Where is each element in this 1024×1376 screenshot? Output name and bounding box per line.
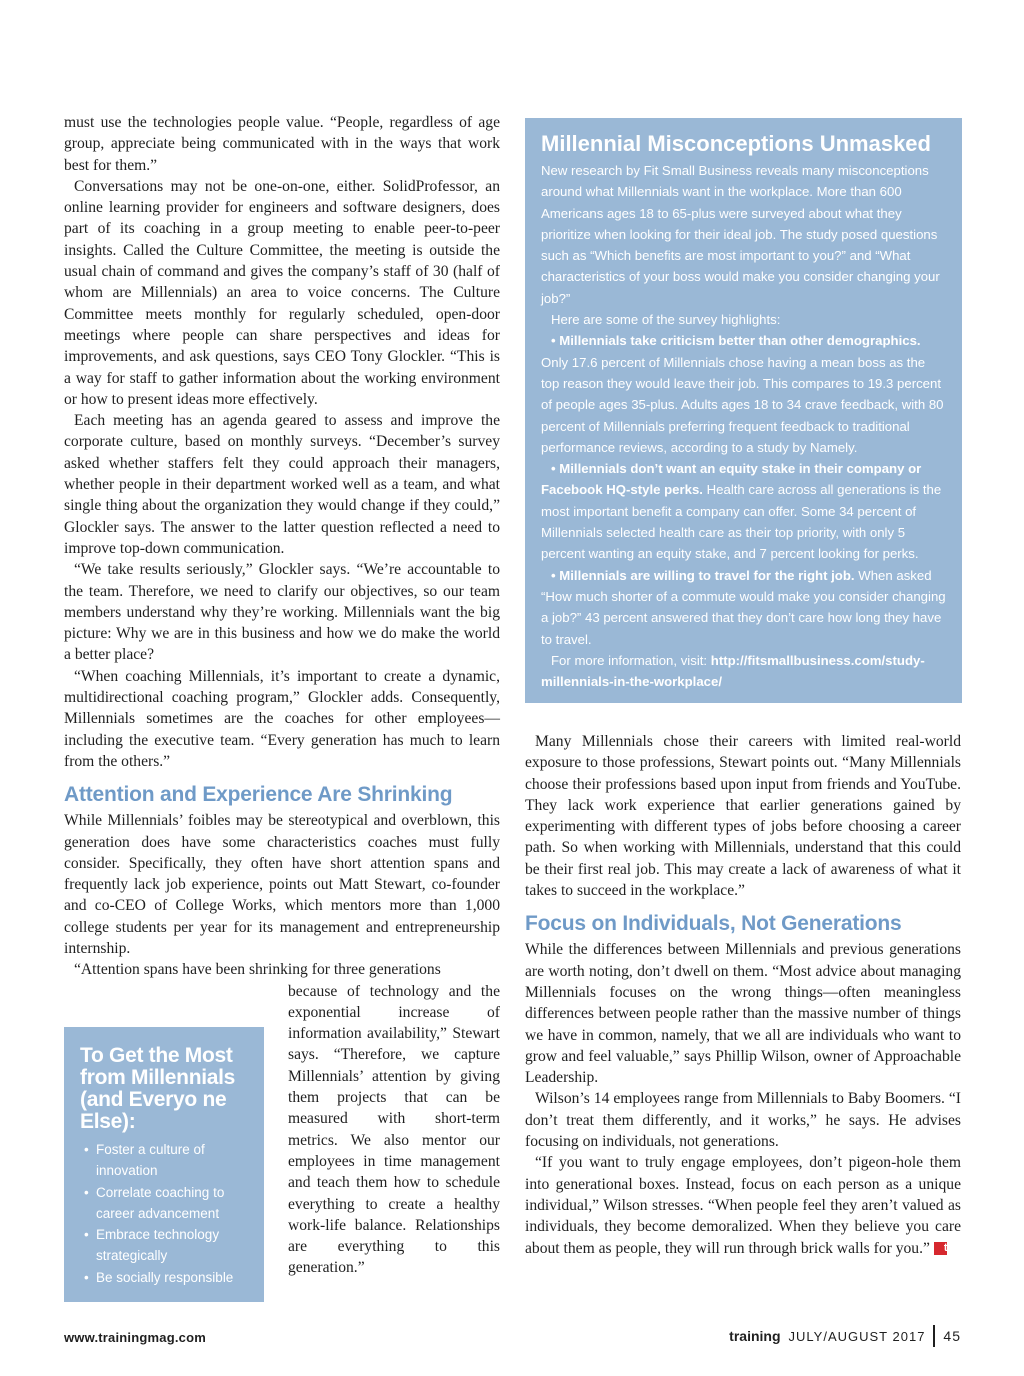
list-item: • Foster a culture of innovation: [80, 1139, 250, 1182]
paragraph: [525, 1152, 961, 1258]
section-heading: Attention and Experience Are Shrinking: [64, 783, 453, 807]
paragraph: must use the technologies people value. “People, regardless of age group, appreciate being communicated with in the ways that work best for them.”: [64, 114, 500, 174]
highlight-item: [541, 458, 946, 564]
divider: [933, 1325, 935, 1347]
list-item: • Embrace technology strategically: [80, 1224, 250, 1267]
sidebar-intro: New research by Fit Small Business reveals many misconceptions around what Millennials want in the workplace. More than 600 Americans ages 18 to 65-plus were surveyed about what they prioritize when looking for their ideal job. The study posed questions such as “Which benefits are most important to you?” and “What characteristics of your boss would make you consider changing your job?”: [541, 163, 940, 306]
footer-url[interactable]: www.trainingmag.com: [64, 1330, 207, 1345]
paragraph: Conversations may not be one-on-one, either. SolidProfessor, an online learning provider for engineers and software designers, does part of its coaching in a group meeting to enable peer-to-peer insights. Called the Culture Committee, the meeting is outside the usual chain of command and gives the company’s staff of 30 (half of whom are Millennials) an area to voice concerns. The Culture Committee meets monthly for regularly scheduled, open-door meetings where people can share perspectives and ideas for improvements, and ask questions, says CEO Tony Glockler. “This is a way for staff to gather information about the working environment or how to present ideas more effectively.: [64, 177, 500, 408]
tips-list: [80, 1139, 250, 1288]
highlight-bold: • Millennials don’t want an equity stake in their company or Facebook HQ-style perks.: [541, 461, 922, 498]
more-info-link[interactable]: http://fitsmallbusiness.com/study-millennials-in-the-workplace/: [541, 652, 925, 690]
sidebar-lead: Here are some of the survey highlights:: [551, 312, 781, 328]
highlight-text: Only 17.6 percent of Millennials chose having a mean boss as the top reason they would leave their job. This compares to 19.3 percent of people ages 35-plus. Adults ages 18 to 34 crave feedback, with 80 percent of Millennials preferring frequent feedback to traditional performance reviews, according to a study by Namely.: [541, 354, 944, 455]
paragraph: Wilson’s 14 employees range from Millennials to Baby Boomers. “I don’t treat them differently, and it works,” he says. He advises focusing on individuals, not generations.: [525, 1090, 961, 1151]
highlight-text: When asked “How much shorter of a commute would make you consider changing a job?” 43 percent answered that they don’t care how long they have to travel.: [541, 567, 946, 647]
list-item: • Be socially responsible: [80, 1267, 250, 1288]
list-item: • Correlate coaching to career advancement: [80, 1182, 250, 1225]
paragraph-text: “If you want to truly engage employees, don’t pigeon-hole them into generational boxes. Instead, focus on each person as a unique individual,” Wilson stresses. “When people feel they aren’t valued as individuals, they become demoralized. When they believe you care about them as people, they will run through brick walls for you.”: [525, 1154, 961, 1257]
highlight-item: [541, 330, 946, 458]
page-number: 45: [943, 1328, 961, 1344]
paragraph: While the differences between Millennials and previous generations are worth noting, don’t dwell on them. “Most advice about managing Millennials focuses on the wrong things—often meaningless differences between people rather than the massive number of things we have in common, namely, that we all are individuals who want to grow and feel valuable,” says Phillip Wilson, owner of Approachable Leadership.: [525, 941, 961, 1087]
section-heading: Focus on Individuals, Not Generations: [525, 912, 902, 936]
magazine-name: training: [729, 1328, 781, 1344]
paragraph: “Attention spans have been shrinking for three generations: [74, 961, 441, 979]
sidebar-title: To Get the Most from Millennials (and Everyo ne Else):: [80, 1044, 236, 1133]
highlight-item: [541, 565, 946, 650]
highlight-bold: • Millennials are willing to travel for the right job.: [551, 567, 855, 583]
highlight-text: Health care across all generations is the most important benefit a company can offer. Some 34 percent of Millennials selected health care as their top priority, with only 5 percent wanting an equity stake, and 7 percent looking for perks.: [541, 482, 942, 562]
sidebar-misconceptions: [525, 118, 962, 703]
issue-date: JULY/AUGUST 2017: [788, 1328, 926, 1344]
end-mark-icon: t: [934, 1242, 947, 1255]
more-info: [541, 650, 946, 693]
footer-folio: [729, 1325, 961, 1347]
paragraph: “We take results seriously,” Glockler says. “We’re accountable to the team. Therefore, we need to clarify our objectives, so our team members understand why they’re working. Millennials want the big picture: Why we are in this business and how we do make the world a better place?: [64, 561, 500, 664]
more-info-label: For more information, visit:: [551, 652, 711, 668]
highlight-bold: • Millennials take criticism better than other demographics.: [551, 333, 921, 349]
paragraph: Each meeting has an agenda geared to assess and improve the corporate culture, based on monthly surveys. “December’s survey asked whether staffers felt they could approach their managers, whether people in their department worked well as a team, and what single thing about the organization they would change if they could,” Glockler says. The answer to the latter question reflected a need to improve top-down communication.: [64, 412, 500, 557]
sidebar-title: Millennial Misconceptions Unmasked: [541, 131, 931, 156]
sidebar-tips: [64, 1027, 264, 1302]
paragraph: Many Millennials chose their careers with limited real-world exposure to those professions, Stewart points out. “Many Millennials choose their professions based upon input from friends and YouTube. They lack work experience that earlier generations gained by experimenting with different types of jobs before choosing a career path. So when working with Millennials, understand that this could be their first real job. This may create a lack of awareness of what it takes to succeed in the workplace.”: [525, 733, 961, 900]
right-column: [525, 731, 961, 1259]
paragraph: because of technology and the exponential increase of information availability,” Stewart says. “Therefore, we capture Millennials’ attention by giving them projects that can be measured with short-term metrics. We also mentor our employees in time management and teach them how to schedule everything to create a healthy work-life balance. Relationships are everything to this generation.”: [288, 982, 500, 1277]
paragraph: While Millennials’ foibles may be stereotypical and overblown, this generation does have some characteristics coaches must fully consider. Specifically, they often have short attention spans and frequently lack job experience, points out Matt Stewart, co-founder and co-CEO of College Works, which mentors more than 1,000 college students per year for its management and entrepreneurship internship.: [64, 812, 500, 957]
paragraph: “When coaching Millennials, it’s important to create a dynamic, multidirectional coaching program,” Glockler adds. Consequently, Millennials sometimes are the coaches for other employees—including the executive team. “Every generation has much to learn from the others.”: [64, 667, 500, 770]
